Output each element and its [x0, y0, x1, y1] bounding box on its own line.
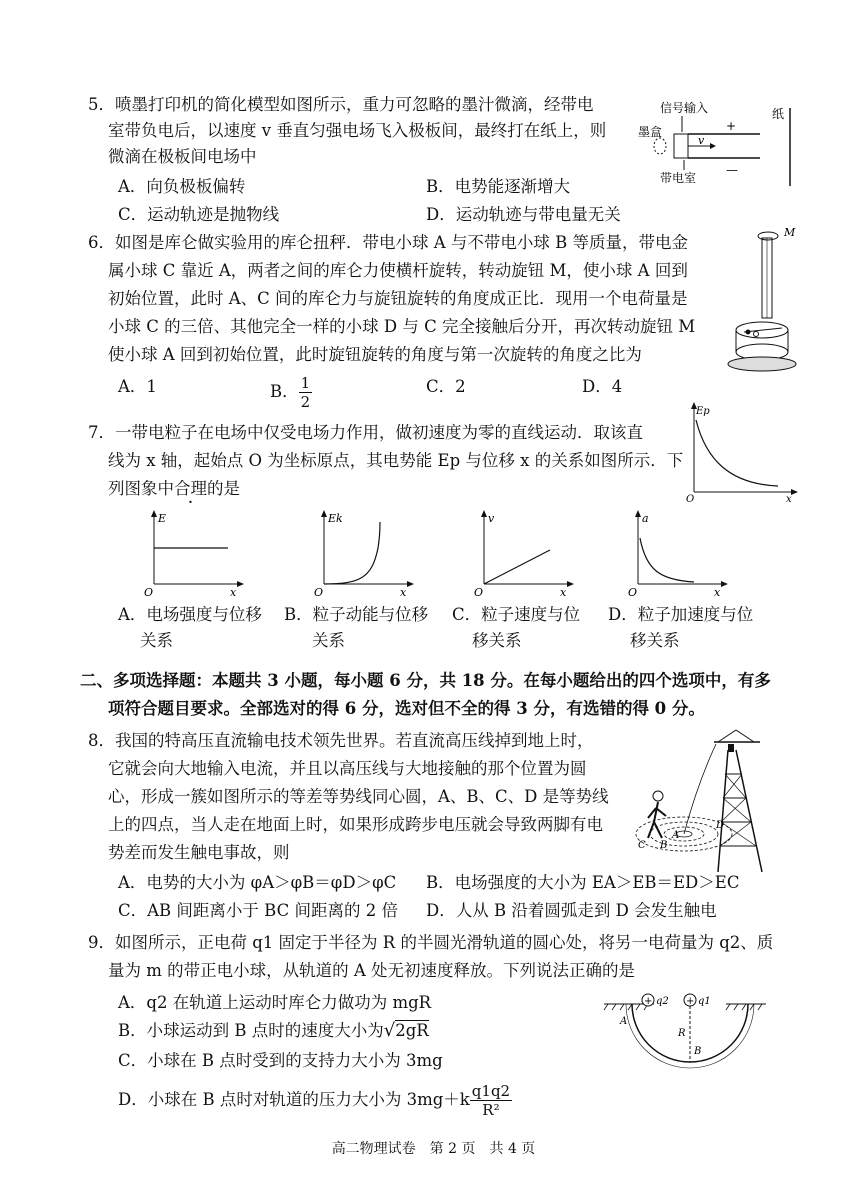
graph-b-kinetic-energy	[310, 508, 420, 600]
graph-a-field-strength	[140, 508, 250, 600]
q8-line3: 心，形成一簇如图所示的等差等势线同心圆，A、B、C、D 是等势线	[108, 787, 609, 806]
graph-a-x-label: x	[230, 586, 237, 599]
graph-d-origin: O	[628, 586, 638, 599]
q5-option-d: D．运动轨迹与带电量无关	[426, 205, 621, 224]
graph-d-x-label: x	[714, 586, 721, 599]
q5-line1: 5．喷墨打印机的简化模型如图所示，重力可忽略的墨汁微滴，经带电	[88, 95, 594, 114]
graph-c-velocity	[470, 508, 580, 600]
q6-option-d: D．4	[582, 377, 623, 396]
point-d-label: D	[716, 820, 725, 831]
q8-line4: 上的四点，当人走在地面上时，如果形成跨步电压就会导致两脚有电	[108, 815, 603, 834]
q7-option-b-line1: B．粒子动能与位移	[284, 605, 429, 624]
q9-option-b	[118, 1018, 429, 1044]
q7-option-d-line2: 移关系	[630, 631, 680, 650]
q5-option-b: B．电势能逐渐增大	[426, 177, 571, 196]
q9-option-a: A．q2 在轨道上运动时库仑力做功为 mgR	[118, 993, 432, 1012]
graph-c-origin: O	[474, 586, 484, 599]
fraction-denominator: 2	[300, 393, 311, 411]
fraction-numerator: 1	[300, 374, 311, 392]
ep-axis-label: Ep	[696, 406, 710, 417]
graph-b-origin: O	[314, 586, 324, 599]
q6-option-a: A．1	[118, 377, 157, 396]
q7-line1: 7．一带电粒子在电场中仅受电场力作用，做初速度为零的直线运动．取该直	[88, 423, 643, 442]
q7-line3	[108, 476, 240, 502]
graph-b-y-label: Ek	[328, 512, 343, 525]
q2-label: q2	[656, 996, 669, 1007]
q6-line5: 使小球 A 回到初始位置，此时旋钮旋转的角度与第一次旋转的角度之比为	[108, 345, 642, 364]
paper-label: 纸	[772, 107, 785, 121]
q7-option-b-line2: 关系	[312, 631, 345, 650]
point-b-label: B	[694, 1046, 702, 1057]
signal-input-label: 信号输入	[660, 101, 709, 115]
graph-d-acceleration	[624, 508, 734, 600]
page-footer: 高二物理试卷 第 2 页 共 4 页	[331, 1141, 536, 1157]
radius-label: R	[678, 1028, 686, 1039]
plus-sign: +	[726, 119, 737, 133]
graph-b-x-label: x	[400, 586, 407, 599]
q7-line3-post: 的是	[207, 479, 240, 498]
q6-option-b	[270, 374, 312, 411]
point-a-label: A	[672, 830, 680, 841]
q6-line3: 初始位置，此时 A、C 间的库仑力与旋钮旋转的角度成正比．现用一个电荷量是	[108, 289, 688, 308]
section2-heading-line2: 项符合题目要求。全部选对的得 6 分，选对但不全的得 3 分，有选错的得 0 分。	[108, 699, 705, 718]
graph-a-origin: O	[144, 586, 154, 599]
q7-line3-pre: 列图象中	[108, 479, 174, 498]
q5-line2: 室带负电后，以速度 v 垂直匀强电场飞入极板间，最终打在纸上，则	[108, 121, 607, 140]
q9-line1: 9．如图所示，正电荷 q1 固定于半径为 R 的半圆光滑轨道的圆心处，将另一电荷量为 q2、质	[88, 933, 774, 952]
q8-option-a: A．电势的大小为 φA＞φB＝φD＞φC	[118, 873, 397, 892]
charge-room-label: 带电室	[660, 171, 697, 185]
q6-option-c: C．2	[426, 377, 466, 396]
q7-option-a-line2: 关系	[140, 631, 173, 650]
q8-line5: 势差而发生触电事故，则	[108, 843, 290, 862]
q9-option-d	[118, 1082, 512, 1119]
q9-option-d-text: D．小球在 B 点时对轨道的压力大小为 3mg＋k	[118, 1090, 470, 1109]
q7-option-c-line2: 移关系	[472, 631, 522, 650]
q7-option-c-line1: C．粒子速度与位	[452, 605, 581, 624]
q6-line2: 属小球 C 靠近 A，两者之间的库仑力使横杆旋转，转动旋钮 M，使小球 A 回到	[108, 261, 688, 280]
velocity-label: v	[698, 134, 705, 147]
equipotential-ground-figure	[632, 724, 788, 874]
point-a-label: A	[620, 1016, 628, 1027]
q8-line2: 它就会向大地输入电流，并且以高压线与大地接触的那个位置为圆	[108, 759, 587, 778]
q8-option-c: C．AB 间距离小于 BC 间距离的 2 倍	[118, 901, 398, 920]
graph-d-y-label: a	[642, 512, 649, 525]
fraction-denominator: R²	[482, 1101, 500, 1119]
graph-a-y-label: E	[158, 512, 167, 525]
q7-option-a-line1: A．电场强度与位移	[118, 605, 262, 624]
q6-line4: 小球 C 的三倍、其他完全一样的小球 D 与 C 完全接触后分开，再次转动旋钮 M	[108, 317, 696, 336]
semicircle-track-figure	[596, 990, 772, 1090]
q8-option-d: D．人从 B 沿着圆弧走到 D 会发生触电	[426, 901, 717, 920]
q6-option-b-prefix: B．	[270, 382, 299, 401]
point-b-label: B	[660, 840, 668, 851]
q5-line3: 微滴在极板间电场中	[108, 147, 257, 166]
q7-emphasis-mark: 合理	[174, 479, 207, 498]
plus-sign: +	[644, 996, 653, 1007]
q7-main-graph	[682, 400, 802, 504]
q7-option-d-line1: D．粒子加速度与位	[608, 605, 754, 624]
q8-option-b: B．电场强度的大小为 EA＞EB＝ED＞EC	[426, 873, 740, 892]
fraction-one-half	[299, 374, 313, 411]
sqrt-sign: √	[383, 1020, 396, 1041]
q6-line1: 6．如图是库仑做实验用的库仑扭秤．带电小球 A 与不带电小球 B 等质量，带电金	[88, 233, 689, 252]
x-axis-label: x	[786, 494, 792, 504]
coulomb-fraction	[470, 1082, 512, 1119]
point-c-label: C	[638, 840, 646, 851]
knob-m-label: M	[784, 226, 796, 239]
section2-heading-line1: 二、多项选择题：本题共 3 小题，每小题 6 分，共 18 分。在每小题给出的四个选项中，有多	[80, 671, 771, 690]
coulomb-torsion-balance-figure	[726, 222, 806, 372]
inkjet-printer-figure	[630, 98, 800, 188]
inkbox-label: 墨盒	[638, 125, 663, 139]
radicand: 2gR	[395, 1021, 429, 1040]
fraction-numerator: q1q2	[471, 1082, 511, 1100]
q5-option-c: C．运动轨迹是抛物线	[118, 205, 280, 224]
graph-c-x-label: x	[560, 586, 567, 599]
q9-line2: 量为 m 的带正电小球，从轨道的 A 处无初速度释放。下列说法正确的是	[108, 961, 636, 980]
q9-option-b-text: B．小球运动到 B 点时的速度大小为	[118, 1021, 384, 1040]
graph-c-y-label: v	[488, 512, 495, 525]
q1-label: q1	[698, 996, 711, 1007]
minus-sign: —	[726, 163, 738, 177]
q5-option-a: A．向负极板偏转	[118, 177, 246, 196]
plus-sign: +	[686, 996, 695, 1007]
q9-option-c: C．小球在 B 点时受到的支持力大小为 3mg	[118, 1051, 443, 1070]
q7-line2: 线为 x 轴，起始点 O 为坐标原点，其电势能 Ep 与位移 x 的关系如图所示．下	[108, 451, 684, 470]
q8-line1: 8．我国的特高压直流输电技术领先世界。若直流高压线掉到地上时，	[88, 731, 594, 750]
origin-label: O	[686, 494, 695, 504]
